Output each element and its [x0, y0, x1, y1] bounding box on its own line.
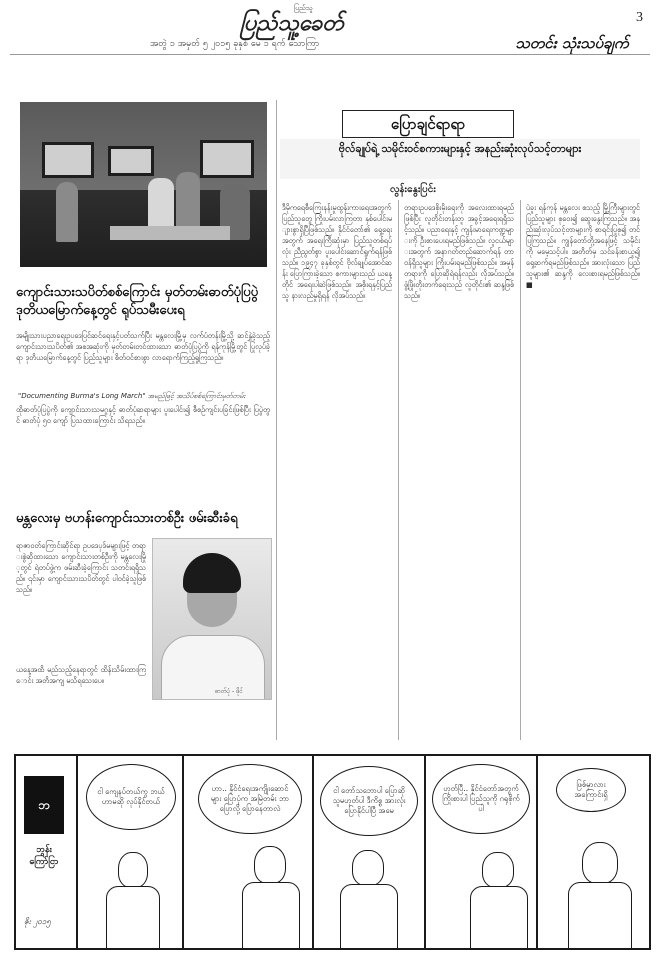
cartoon-panel-1 [78, 756, 184, 948]
masthead-logo [240, 4, 370, 40]
cartoon-signature: ဇိုး ၂၀၁၅ [24, 917, 51, 926]
section-logo: သတင်း သုံးသပ်ချက် [515, 34, 629, 52]
character-head [582, 842, 618, 884]
right-article-col-1: ဒီမိုကရေစီကြေးနန်းမှုထွန်းကားရေးအတွက် ပြည်သူတွေ ကြိုးပမ်းလာကြတာ နှစ်ပေါင်းများစွာရှိပြီဖြစ်သည်။ နိုင်ငံတော်၏ ရှေ့ရေးအတွက် အရေးကြီးဆုံးမှာ ပြည်သူတစ်ရပ်လုံး ညီညွတ်စွာ ပူးပေါင်းဆောင်ရွက်ရန်ဖြစ်သည်။ ၁၉၄၇ ခုနှစ်တွင် ဗိုလ်ချုပ်အောင်ဆန်း ပြောကြားခဲ့သော စကားများသည် ယနေ့တိုင် အရေးပါဆဲဖြစ်သည်။ အစိုးရနှင့်ပြည်သူ နားလည်မှုရှိရန် လိုအပ်သည်။ [282, 203, 392, 300]
speech-bubble-1: ငါ ကျေနပ်တယ်ကွ ဘယ်ဟာမဆို လုပ်နိုင်တယ် [86, 764, 176, 830]
left-article-headline: ကျောင်းသားသပိတ်စစ်ကြောင်း မှတ်တမ်းဓာတ်ပုံပြပွဲ ဒုတိယမြောက်နေ့တွင် ရုပ်သမီးပေးရ [16, 285, 258, 318]
character-body [106, 886, 160, 950]
right-article-byline: လွန်းနွေးပြင်း [390, 184, 436, 195]
left-article-quote: "Documenting Burma's Long March" အမည်ဖြင့် အသိပ်စစ်ကြောင်းမှတ်တမ်း [18, 392, 246, 400]
right-article-col-2: တရားဥပဒေစိုးမိုးရေးကို အလေးထားရမည်ဖြစ်ပြီး လူတိုင်းတန်းတူ အခွင့်အရေးရရှိသင့်သည်။ ပညာရေးနှင့် ကျန်းမာရေးကဏ္ဍများကို ဦးစားပေးရမည်ဖြစ်သည်။ လူငယ်များအတွက် အနာဂတ်တည်ဆောက်ရန် တာဝန်ရှိသူများ ကြိုးပမ်းရမည်ဖြစ်သည်။ အမှန်တရားကို ပြောဆိုရဲရန်လည်း လိုအပ်သည်။ ဖွံ့ဖြိုးတိုးတက်ရေးသည် လူတိုင်း၏ ဆန္ဒဖြစ်သည်။ [404, 203, 514, 300]
character-body [340, 884, 398, 950]
cartoon-subtitle: ဘွန်း ကြော်ငြာ [29, 845, 59, 867]
issue-line: အတွဲ ၁ အမှတ် ၅ ၂၀၁၅ ခုနှစ် မေ ၁ ရက် သောကြာ [150, 39, 320, 49]
right-article-headline: ဗိုလ်ချုပ်ရဲ့ သမိုင်းဝင်စကားများနှင့် အနည်းဆုံးလုပ်သင့်တာများ [280, 139, 640, 179]
portrait-caption: ဓာတ်ပုံ - ဖိုင် [215, 688, 243, 695]
character-head [254, 846, 286, 884]
cartoon-title: ဘ [24, 776, 64, 834]
right-article-col-3: ပဲခူး ရန်ကုန် မန္တလေး စသည့် မြို့ကြီးများတွင် ပြည်သူများ စုဝေး၍ ဆွေးနွေးကြသည်။ အနည်းဆုံးလုပ်သင့်တာများကို စာရင်းပြုစု၍ တင်ပြကြသည်။ ကျွန်တော်တို့အနေဖြင့် သမိုင်းကို မမေ့သင့်ပါ။ အတိတ်မှ သင်ခန်းစာယူ၍ ရှေ့ဆက်ရမည်ဖြစ်သည်။ အားလုံးသော ပြည်သူများ၏ ဆန္ဒကို လေးစားရမည်ဖြစ်သည်။ ■ [526, 203, 640, 289]
speech-bubble-2: ဟာ.. နိုင်ငံရေးအကျိုးဆောင်များ ပြောပုံက အမြဲတမ်း ဘာပြောလို့ ပြောနေတာလဲ [198, 764, 302, 834]
cartoon-panel-3 [314, 756, 426, 948]
speech-bubble-4: ဟုတ်ပြီ.. နိုင်ငံတော်အတွက် ကြိုးစားပါ ပြည်သူကို ဂရုစိုက်ပါ [432, 764, 530, 834]
character-body [470, 886, 528, 950]
left-article-paragraph-1: အမျိုးသားပညာရေးဥပဒေပြင်ဆင်ရေးနှင့်ပတ်သက်ပြီး မန္တလေးမြို့မှ လက်ပံတန်းမြို့သို့ ဆင်နွှဲခဲ့သည့် ကျောင်းသားသပိတ်၏ အစအဆုံးကို မှတ်တမ်းတင်ထားသော ဓာတ်ပုံပြပွဲကို ရန်ကုန်မြို့တွင် ပြုလုပ်ခဲ့ရာ ဒုတိယမြောက်နေ့တွင် ပြည်သူများ စိတ်ဝင်စားစွာ လာရောက်ကြည့်ရှုကြသည်။ [16, 331, 270, 362]
cartoon-panel-2 [184, 756, 314, 948]
cartoon-title-panel [16, 756, 78, 948]
right-col-divider-2 [520, 200, 521, 740]
character-head [352, 850, 384, 886]
header-rule [10, 54, 650, 55]
cartoon-panel-4 [426, 756, 538, 948]
character-head [482, 852, 514, 888]
right-col-divider-1 [398, 200, 399, 740]
left-article2-paragraph-1: ရာဇာဝတ်ကြောင်းဆိုင်ရာ ဥပဒေပုဒ်မများဖြင့် တရားစွဲဆိုထားသော ကျောင်းသားတစ်ဦးကို မန္တလေးမြို့တွင် ရဲတပ်ဖွဲ့က ဖမ်းဆီးခဲ့ကြောင်း သတင်းရရှိသည်။ ၎င်းမှာ ကျောင်းသားသပိတ်တွင် ပါဝင်ခဲ့သူဖြစ်သည်။ [16, 541, 146, 594]
exhibition-photo [20, 102, 267, 267]
masthead-title: ပြည်သူ့ခေတ် [240, 10, 344, 36]
masthead-sub: ပြည်သူ [294, 4, 313, 12]
column-tag: ပြောချင်ရာရာ [342, 110, 514, 138]
cartoon-panel-5 [538, 756, 647, 948]
page-number: 3 [636, 10, 643, 25]
speech-bubble-5: ဖြစ်မှာလား အကြောင်းရှိ [556, 768, 626, 812]
column-divider [276, 100, 277, 740]
cartoon-strip [14, 754, 651, 950]
left-article-paragraph-2: ထိုဓာတ်ပုံပြပွဲကို ကျောင်းသားသမဂ္ဂနှင့် ဓာတ်ပုံဆရာများ ပူးပေါင်း၍ စီစဉ်ကျင်းပခြင်းဖြစ်ပြီး ပြပွဲတွင် ဓာတ်ပုံ ၅၀ ကျော် ပြသထားကြောင်း သိရသည်။ [16, 405, 270, 425]
left-article2-headline: မန္တလေးမှ ဗဟန်းကျောင်းသားတစ်ဦး ဖမ်းဆီးခံရ [16, 511, 238, 526]
speech-bubble-3: ငါ တော်သဘောပါ ပြောဆိုသူမဟုတ်ပါ ဒီကိစ္စ အားလုံး ပြောနိုင်ပါပြီ အမေ [320, 766, 418, 836]
left-article2-paragraph-2: ယနေ့အထိ မည်သည့်နေရာတွင် ထိန်းသိမ်းထားကြောင်း အတိအကျ မသိရသေးပေ။ [16, 665, 146, 685]
character-body [242, 882, 300, 950]
character-body [568, 882, 632, 950]
student-portrait [152, 538, 272, 700]
character-head [118, 852, 148, 888]
